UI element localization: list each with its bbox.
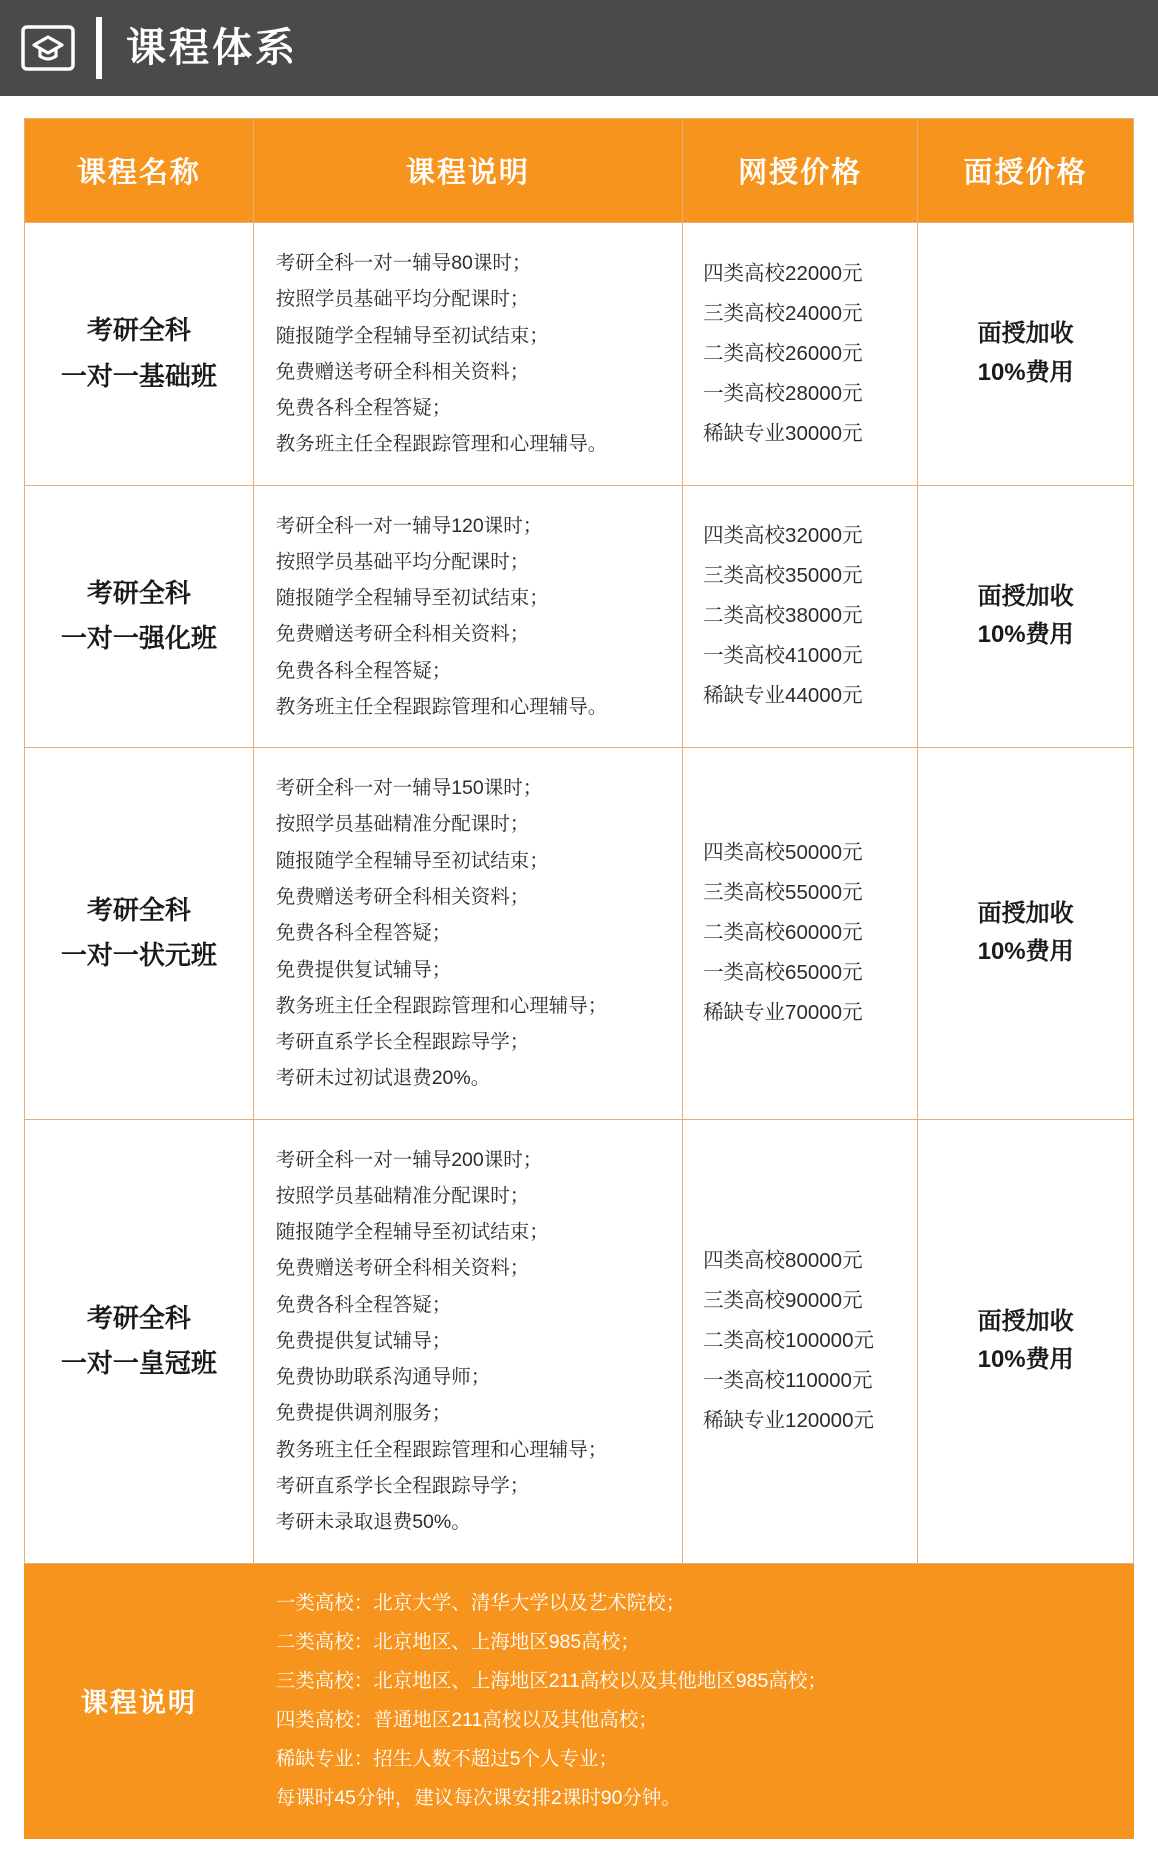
price-line: 稀缺专业44000元 xyxy=(703,684,863,708)
course-table xyxy=(24,118,1134,1839)
desc-line: 按照学员基础平均分配课时； xyxy=(275,288,530,311)
offline-price-line: 面授加收 xyxy=(977,1307,1074,1335)
desc-line: 免费赠送考研全科相关资料； xyxy=(275,1257,530,1280)
price-line: 四类高校50000元 xyxy=(703,841,863,865)
online-price-cell xyxy=(683,1119,918,1563)
desc-line: 教务班主任全程跟踪管理和心理辅导； xyxy=(275,994,608,1017)
desc-line: 随报随学全程辅导至初试结束； xyxy=(275,849,549,872)
desc-line: 随报随学全程辅导至初试结束； xyxy=(275,1221,549,1244)
desc-line: 考研全科一对一辅导150课时； xyxy=(275,777,543,800)
offline-price-line: 10%费用 xyxy=(977,1346,1074,1374)
table-row xyxy=(25,748,1134,1119)
page-header xyxy=(0,0,1158,96)
desc-line: 免费协助联系沟通导师； xyxy=(275,1366,491,1389)
price-line: 二类高校100000元 xyxy=(703,1329,874,1353)
desc-line: 教务班主任全程跟踪管理和心理辅导； xyxy=(275,1438,608,1461)
bottom-spacer xyxy=(24,1839,1134,1855)
desc-line: 随报随学全程辅导至初试结束； xyxy=(275,587,549,610)
note-row xyxy=(25,1563,1134,1838)
price-line: 二类高校38000元 xyxy=(703,604,863,628)
course-table-container xyxy=(0,96,1158,1855)
price-line: 三类高校90000元 xyxy=(703,1289,863,1313)
desc-line: 免费各科全程答疑； xyxy=(275,1293,452,1316)
online-price-cell xyxy=(683,223,918,486)
desc-line: 免费各科全程答疑； xyxy=(275,659,452,682)
offline-price-cell xyxy=(918,748,1134,1119)
price-line: 三类高校35000元 xyxy=(703,564,863,588)
desc-line: 教务班主任全程跟踪管理和心理辅导。 xyxy=(275,433,608,456)
offline-price-line: 10%费用 xyxy=(977,358,1074,386)
note-line: 每课时45分钟，建议每次课安排2课时90分钟。 xyxy=(275,1786,681,1809)
course-name-line: 一对一皇冠班 xyxy=(60,1348,217,1379)
note-label: 课程说明 xyxy=(25,1563,254,1838)
course-name-line: 考研全科 xyxy=(86,1302,191,1333)
graduation-cap-icon xyxy=(0,0,96,96)
price-line: 一类高校110000元 xyxy=(703,1369,873,1393)
desc-line: 免费各科全程答疑； xyxy=(275,397,452,420)
offline-price-cell xyxy=(918,1119,1134,1563)
course-desc-cell xyxy=(253,748,682,1119)
price-line: 二类高校26000元 xyxy=(703,341,863,365)
course-name-cell xyxy=(25,1119,254,1563)
price-line: 稀缺专业30000元 xyxy=(703,421,863,445)
desc-line: 考研直系学长全程跟踪导学； xyxy=(275,1031,530,1054)
course-name-cell xyxy=(25,748,254,1119)
desc-line: 免费赠送考研全科相关资料； xyxy=(275,360,530,383)
price-line: 四类高校22000元 xyxy=(703,261,863,285)
course-desc-cell xyxy=(253,485,682,748)
note-line: 稀缺专业：招生人数不超过5个人专业； xyxy=(275,1747,619,1770)
desc-line: 免费提供复试辅导； xyxy=(275,1329,452,1352)
course-name-line: 一对一强化班 xyxy=(60,623,217,654)
price-line: 三类高校24000元 xyxy=(703,301,863,325)
table-row xyxy=(25,485,1134,748)
desc-line: 教务班主任全程跟踪管理和心理辅导。 xyxy=(275,695,608,718)
desc-line: 免费赠送考研全科相关资料； xyxy=(275,885,530,908)
desc-line: 免费各科全程答疑； xyxy=(275,922,452,945)
price-line: 一类高校41000元 xyxy=(703,644,863,668)
column-header-offline-price: 面授价格 xyxy=(918,119,1134,223)
table-header xyxy=(25,119,1134,223)
course-desc-cell xyxy=(253,223,682,486)
note-line: 二类高校：北京地区、上海地区985高校； xyxy=(275,1630,640,1653)
note-line: 三类高校：北京地区、上海地区211高校以及其他地区985高校； xyxy=(275,1669,827,1692)
offline-price-line: 10%费用 xyxy=(977,621,1074,649)
desc-line: 考研未录取退费50%。 xyxy=(275,1511,471,1534)
price-line: 一类高校28000元 xyxy=(703,381,863,405)
course-name-line: 考研全科 xyxy=(86,894,191,925)
offline-price-line: 面授加收 xyxy=(977,899,1074,927)
desc-line: 考研全科一对一辅导80课时； xyxy=(275,252,532,274)
desc-line: 免费提供复试辅导； xyxy=(275,958,452,981)
online-price-cell xyxy=(683,485,918,748)
desc-line: 考研未过初试退费20%。 xyxy=(275,1067,491,1090)
offline-price-line: 10%费用 xyxy=(977,938,1074,966)
course-name-line: 考研全科 xyxy=(86,315,191,346)
column-header-online-price: 网授价格 xyxy=(683,119,918,223)
desc-line: 考研全科一对一辅导120课时； xyxy=(275,514,543,537)
note-line: 四类高校：普通地区211高校以及其他高校； xyxy=(275,1708,658,1731)
desc-line: 按照学员基础平均分配课时； xyxy=(275,550,530,573)
note-line: 一类高校：北京大学、清华大学以及艺术院校； xyxy=(275,1591,686,1614)
price-line: 二类高校60000元 xyxy=(703,921,863,945)
price-line: 四类高校32000元 xyxy=(703,524,863,548)
table-header-row xyxy=(25,119,1134,223)
desc-line: 考研直系学长全程跟踪导学； xyxy=(275,1474,530,1497)
price-line: 稀缺专业70000元 xyxy=(703,1001,863,1025)
offline-price-cell xyxy=(918,223,1134,486)
column-header-course-desc: 课程说明 xyxy=(253,119,682,223)
desc-line: 免费提供调剂服务； xyxy=(275,1402,452,1425)
desc-line: 按照学员基础精准分配课时； xyxy=(275,1184,530,1207)
table-row xyxy=(25,223,1134,486)
offline-price-cell xyxy=(918,485,1134,748)
table-row xyxy=(25,1119,1134,1563)
online-price-cell xyxy=(683,748,918,1119)
course-name-cell xyxy=(25,223,254,486)
course-name-cell xyxy=(25,485,254,748)
desc-line: 考研全科一对一辅导200课时； xyxy=(275,1148,543,1171)
price-line: 四类高校80000元 xyxy=(703,1249,863,1273)
offline-price-line: 面授加收 xyxy=(977,320,1074,348)
page-title: 课程体系 xyxy=(126,26,298,70)
price-line: 三类高校55000元 xyxy=(703,881,863,905)
price-line: 一类高校65000元 xyxy=(703,961,863,985)
course-name-line: 一对一状元班 xyxy=(60,940,217,971)
price-line: 稀缺专业120000元 xyxy=(703,1408,874,1432)
desc-line: 随报随学全程辅导至初试结束； xyxy=(275,324,549,347)
note-body xyxy=(253,1563,1133,1838)
offline-price-line: 面授加收 xyxy=(977,583,1074,610)
desc-line: 免费赠送考研全科相关资料； xyxy=(275,623,530,646)
table-body xyxy=(25,223,1134,1839)
course-name-line: 一对一基础班 xyxy=(60,360,217,391)
column-header-course-name: 课程名称 xyxy=(25,119,254,223)
course-desc-cell xyxy=(253,1119,682,1563)
course-name-line: 考研全科 xyxy=(86,577,191,608)
desc-line: 按照学员基础精准分配课时； xyxy=(275,813,530,836)
